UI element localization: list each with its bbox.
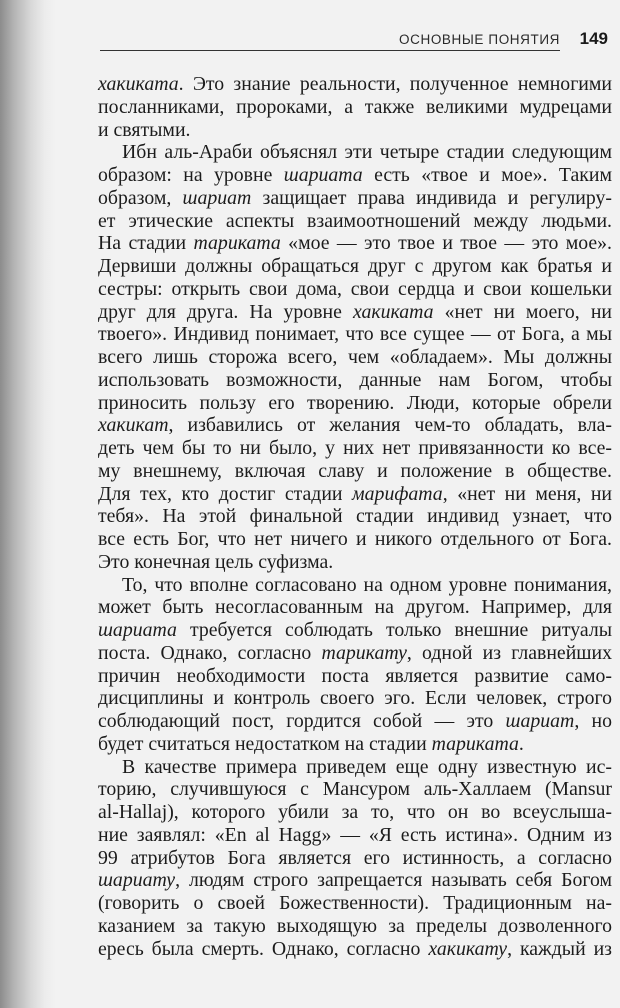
text-line: и святыми. xyxy=(98,118,191,141)
text-line: му внешнему, включая славу и положение в обществе. xyxy=(98,459,612,482)
text-line: казанием за такую выходящую за пределы дозволенного xyxy=(98,914,612,937)
text-line: посланниками, пророками, а также великими мудрецами xyxy=(98,95,612,118)
italic-term: шариата xyxy=(283,164,363,186)
italic-term: хакиката xyxy=(352,300,434,323)
body-text xyxy=(98,73,612,960)
text-line: твоего». Индивид понимает, что все сущее — от Бога, а мы xyxy=(98,323,612,346)
text-line: В качестве примера приведем еще одну известную ис- xyxy=(122,755,612,778)
text-line: приносить пользу его творению. Люди, которые обрели xyxy=(98,391,612,414)
text-line: al-Hallaj), которого убили за то, что он во всеуслыша- xyxy=(98,801,612,823)
italic-term: шариат xyxy=(182,186,252,209)
text-line: шариата требуется соблюдать только внешние ритуалы xyxy=(98,619,612,641)
italic-term: шариата xyxy=(98,619,177,641)
text-line: соблюдающий пост, гордится собой — это шариат, но xyxy=(98,710,612,732)
italic-term: хакикату xyxy=(428,937,508,960)
text-line: ересь была смерть. Однако, согласно хакикату, каждый из xyxy=(98,937,612,960)
italic-term: шариату xyxy=(98,869,176,892)
text-line: причин необходимости поста является развитие само- xyxy=(98,664,612,687)
text-line: деть чем бы то ни было, у них нет привязанности ко все- xyxy=(98,437,612,459)
text-line: хакиката. Это знание реальности, полученное немногими xyxy=(98,73,612,95)
text-line: Ибн аль-Араби объяснял эти четыре стадии следующим xyxy=(122,141,612,164)
italic-term: тариката xyxy=(193,232,281,255)
text-line: поста. Однако, согласно тарикату, одной из главнейших xyxy=(98,641,613,664)
text-line: дисциплины и контроль своего эго. Если человек, строго xyxy=(98,687,612,710)
text-line: образом: на уровне шариата есть «твое и мое». Таким xyxy=(98,164,612,186)
text-line: 99 атрибутов Бога является его истинность, а согласно xyxy=(98,846,612,869)
text-line: шариату, людям строго запрещается называть себя Богом xyxy=(98,869,612,892)
text-line: образом, шариат защищает права индивида и регулиру- xyxy=(98,186,612,209)
text-line: использовать возможности, данные нам Богом, чтобы xyxy=(98,368,612,391)
italic-term: хакикат xyxy=(98,414,169,437)
section-title: ОСНОВНЫЕ ПОНЯТИЯ xyxy=(399,32,560,47)
text-line: То, что вполне согласовано на одном уровне понимания, xyxy=(122,573,612,596)
italic-term: тариката xyxy=(431,732,519,755)
italic-term: хакиката xyxy=(98,73,179,95)
text-line: Это конечная цель суфизма. xyxy=(98,550,334,573)
text-line: хакикат, избавились от желания чем-то обладать, вла- xyxy=(98,414,612,437)
running-head xyxy=(100,30,608,56)
page-number: 149 xyxy=(579,29,608,48)
text-line: ние заявлял: «En al Hagg» — «Я есть истина». Одним из xyxy=(98,823,612,846)
text-line: все есть Бог, что нет ничего и никого отдельного от Бога. xyxy=(98,528,612,550)
text-line: тебя». На этой финальной стадии индивид узнает, что xyxy=(98,505,612,528)
text-line: торию, случившуюся с Мансуром аль-Халлаем (Mansur xyxy=(98,778,612,801)
italic-term: марифата xyxy=(352,482,443,505)
text-line: Дервиши должны обращаться друг с другом как братья и xyxy=(98,255,612,277)
text-line: ет этические аспекты взаимоотношений между людьми. xyxy=(98,209,612,232)
text-line: Для тех, кто достиг стадии марифата, «нет ни меня, ни xyxy=(98,482,612,505)
header-rule xyxy=(100,50,560,51)
text-line: всего лишь сторожа всего, чем «обладаем». Мы должны xyxy=(98,346,612,368)
italic-term: тарикату xyxy=(321,641,407,664)
text-line: друг для друга. На уровне хакиката «нет ни моего, ни xyxy=(98,300,612,323)
text-line: (говорить о своей Божественности). Традиционным на- xyxy=(98,892,612,914)
text-line: может быть несогласованным на другом. Например, для xyxy=(98,596,612,619)
text-line: будет считаться недостатком на стадии тариката. xyxy=(98,732,524,755)
text-line: сестры: открыть свои дома, свои сердца и свои кошельки xyxy=(98,277,612,300)
text-line: На стадии тариката «мое — это твое и твое — это мое». xyxy=(98,232,613,255)
italic-term: шариат xyxy=(505,710,575,732)
